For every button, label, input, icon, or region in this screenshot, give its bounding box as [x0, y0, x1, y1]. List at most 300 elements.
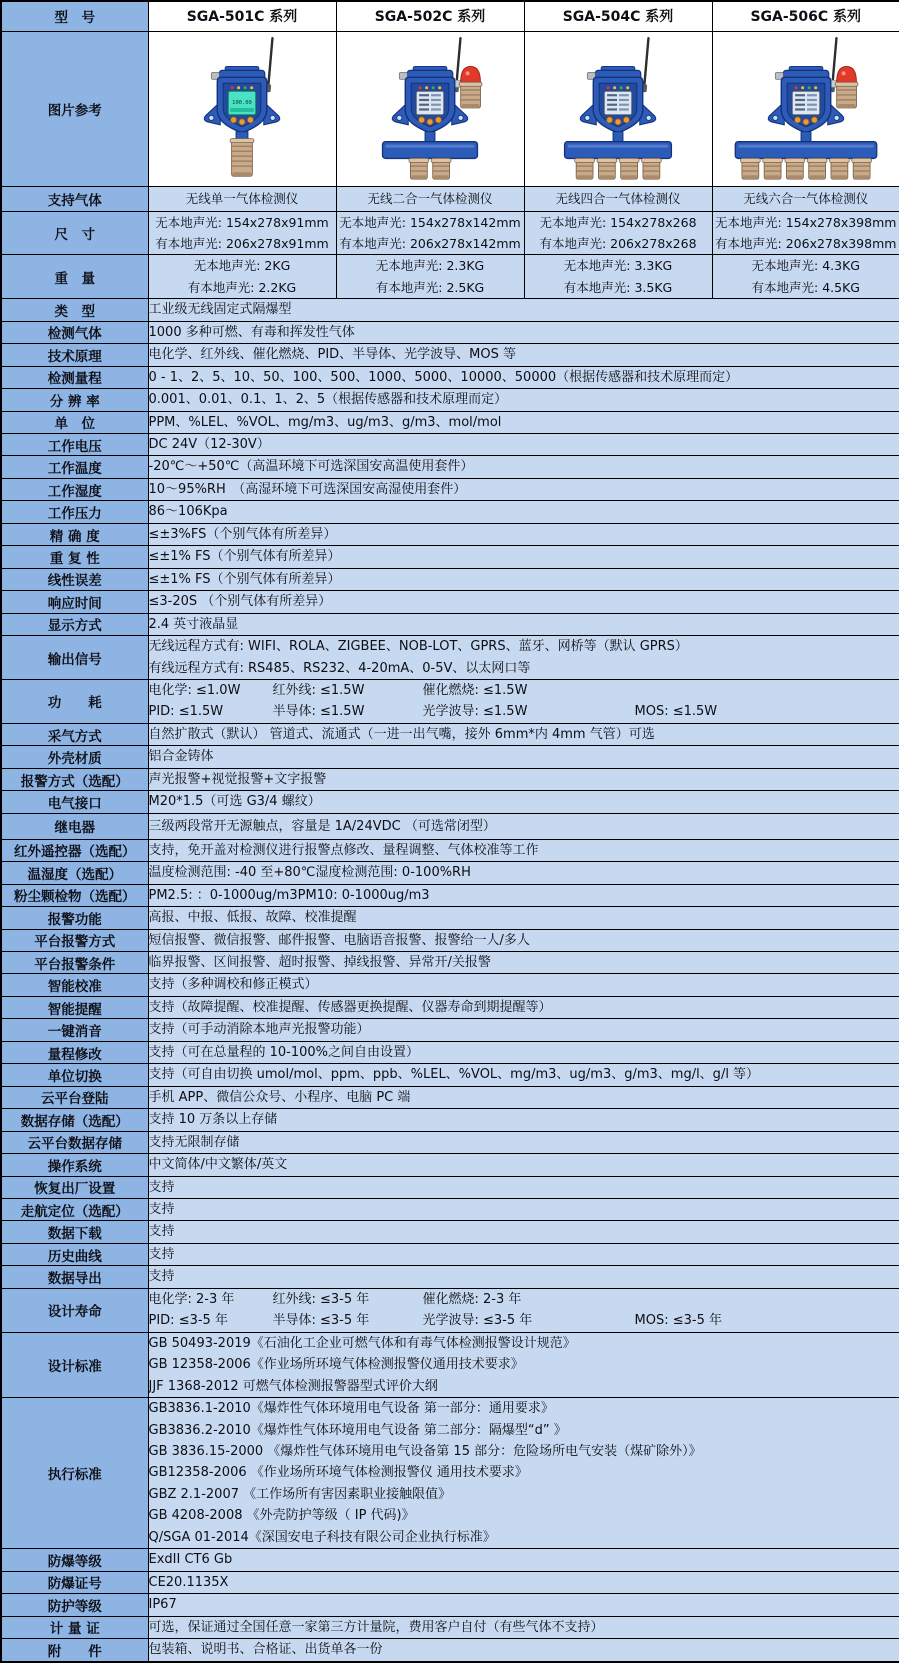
value-segment: 三级两段常开无源触点，容量是 1A/24VDC （可选常闭型） — [149, 816, 496, 837]
value-line: 无本地声光: 2KG — [149, 255, 336, 276]
spec-row — [1, 1176, 899, 1198]
row-label: 响应时间 — [1, 591, 148, 613]
spec-row — [1, 546, 899, 568]
row-label: 输出信号 — [1, 636, 148, 680]
value-line — [149, 1064, 899, 1085]
spec-value-cell — [148, 546, 899, 568]
value-line: 无本地声光: 3.3KG — [525, 255, 712, 276]
value-segment: 支持无限制存储 — [149, 1132, 273, 1153]
value-segment: GBZ 2.1-2007 《工作场所有害因素职业接触限值》 — [149, 1484, 452, 1505]
value-line — [149, 1154, 899, 1175]
value-line — [149, 680, 899, 701]
value-line — [149, 1266, 899, 1287]
value-line — [149, 1527, 899, 1548]
row-label: 单位切换 — [1, 1064, 148, 1086]
value-line — [149, 724, 899, 745]
value-segment: ≤±1% FS（个别气体有所差异） — [149, 546, 341, 567]
value-segment: 中文简体/中文繁体/英文 — [149, 1154, 288, 1175]
value-segment: 短信报警、微信报警、邮件报警、电脑语音报警、报警给一人/多人 — [149, 930, 530, 951]
spec-value-cell — [148, 1154, 899, 1176]
spec-value-cell — [148, 299, 899, 321]
row-label: 温湿度（选配） — [1, 862, 148, 884]
row-label: 一键消音 — [1, 1019, 148, 1041]
value-segment: GB 50493-2019《石油化工企业可燃气体和有毒气体检测报警设计规范》 — [149, 1333, 576, 1354]
row-label: 智能提醒 — [1, 996, 148, 1018]
row-label: 工作湿度 — [1, 478, 148, 500]
row-label: 恢复出厂设置 — [1, 1176, 148, 1198]
spec-value-cell — [148, 1332, 899, 1397]
row-label: 继电器 — [1, 813, 148, 839]
row-label: 检测量程 — [1, 366, 148, 388]
spec-row — [1, 1154, 899, 1176]
spec-row — [1, 1019, 899, 1041]
value-line — [149, 1132, 899, 1153]
spec-value-cell — [148, 591, 899, 613]
row-label: 平台报警条件 — [1, 952, 148, 974]
spec-value-cell — [148, 1064, 899, 1086]
value-segment: 支持（多种调校和修正模式） — [149, 974, 318, 995]
spec-value-cell — [148, 862, 899, 884]
value-segment: ExdII CT6 Gb — [149, 1549, 273, 1570]
spec-row — [1, 501, 899, 523]
value-line — [149, 791, 899, 812]
spec-value-cell — [148, 1198, 899, 1220]
value-segment: GB 4208-2008 《外壳防护等级（ IP 代码)》 — [149, 1505, 415, 1526]
spec-value-cell — [148, 1398, 899, 1549]
value-line — [149, 907, 899, 928]
row-label: 防爆等级 — [1, 1549, 148, 1571]
value-line — [149, 434, 899, 455]
spec-value-cell — [148, 723, 899, 745]
value-line — [149, 952, 899, 973]
spec-row — [1, 366, 899, 388]
value-segment: 支持 — [149, 1244, 273, 1265]
value-segment: 手机 APP、微信公众号、小程序、电脑 PC 端 — [149, 1087, 411, 1108]
value-segment: ≤3-20S （个别气体有所差异） — [149, 591, 332, 612]
spec-value-cell — [148, 1571, 899, 1593]
value-line — [149, 1398, 899, 1419]
value-segment: 支持（故障提醒、校准提醒、传感器更换提醒、仪器寿命到期提醒等） — [149, 997, 552, 1018]
value-segment: 1000 多种可燃、有毒和挥发性气体 — [149, 322, 355, 343]
value-segment: 电化学、红外线、催化燃烧、PID、半导体、光学波导、MOS 等 — [149, 344, 517, 365]
model-value-cell — [524, 255, 712, 299]
model-value-cell — [148, 186, 336, 211]
spec-value-cell — [148, 768, 899, 790]
value-line — [149, 389, 899, 410]
value-segment: 电化学: ≤1.0W — [149, 680, 273, 701]
model-header: SGA-501C 系列 — [148, 1, 336, 31]
value-line — [149, 1244, 899, 1265]
row-label: 平台报警方式 — [1, 929, 148, 951]
value-segment: 86～106Kpa — [149, 501, 273, 522]
value-line — [149, 1594, 899, 1615]
model-value-cell — [712, 255, 899, 299]
row-label: 防爆证号 — [1, 1571, 148, 1593]
spec-value-cell — [148, 1086, 899, 1108]
spec-value-cell — [148, 1221, 899, 1243]
spec-row — [1, 1288, 899, 1332]
value-segment: 铝合金铸体 — [149, 746, 273, 767]
value-segment: 光学波导: ≤3-5 年 — [423, 1310, 635, 1331]
value-segment: PPM、%LEL、%VOL、mg/m3、ug/m3、g/m3、mol/mol — [149, 412, 502, 433]
value-segment: 催化燃烧: 2-3 年 — [423, 1289, 635, 1310]
spec-row — [1, 1243, 899, 1265]
value-segment: 0 - 1、2、5、10、50、100、500、1000、5000、10000、50000（根据传感器和技术原理而定） — [149, 367, 739, 388]
device-image-sga-502c — [336, 31, 524, 186]
header-row — [1, 1, 899, 31]
row-label: 设计寿命 — [1, 1288, 148, 1332]
spec-row — [1, 299, 899, 321]
value-segment: M20*1.5（可选 G3/4 螺纹） — [149, 791, 321, 812]
value-line — [149, 524, 899, 545]
value-segment: 支持 10 万条以上存储 — [149, 1109, 278, 1130]
row-label: 支持气体 — [1, 186, 148, 211]
spec-row — [1, 1086, 899, 1108]
spec-value-cell — [148, 907, 899, 929]
model-header: SGA-502C 系列 — [336, 1, 524, 31]
spec-value-cell — [148, 636, 899, 680]
value-line: 有本地声光: 206x278x91mm — [149, 233, 336, 254]
spec-value-cell — [148, 523, 899, 545]
spec-row — [1, 1639, 899, 1662]
spec-value-cell — [148, 344, 899, 366]
value-line: 无线四合一气体检测仪 — [525, 188, 712, 209]
value-line — [149, 299, 899, 320]
value-segment: 无线远程方式有: WIFI、ROLA、ZIGBEE、NOB-LOT、GPRS、蓝牙、网桥等（默认 GPRS） — [149, 636, 688, 657]
value-segment: PM2.5: ：0-1000ug/m3 — [149, 885, 298, 906]
value-line — [149, 1333, 899, 1354]
spec-value-cell — [148, 1639, 899, 1662]
value-segment: GB12358-2006 《作业场所环境气体检测报警仪 通用技术要求》 — [149, 1462, 528, 1483]
value-line: 有本地声光: 2.5KG — [337, 277, 524, 298]
spec-row — [1, 907, 899, 929]
spec-value-cell — [148, 1266, 899, 1288]
spec-row — [1, 613, 899, 635]
value-line — [149, 569, 899, 590]
value-line — [149, 997, 899, 1018]
model-value-cell — [712, 211, 899, 255]
device-image-sga-501c — [148, 31, 336, 186]
spec-row — [1, 791, 899, 813]
value-line — [149, 456, 899, 477]
spec-row — [1, 434, 899, 456]
value-line: 无线六合一气体检测仪 — [713, 188, 899, 209]
spec-value-cell — [148, 791, 899, 813]
spec-row — [1, 974, 899, 996]
spec-value-cell — [148, 1019, 899, 1041]
spec-row — [1, 1198, 899, 1220]
row-label: 附 件 — [1, 1639, 148, 1662]
value-line — [149, 1549, 899, 1570]
row-label: 工作温度 — [1, 456, 148, 478]
value-line: 有本地声光: 206x278x398mm — [713, 233, 899, 254]
spec-row — [1, 344, 899, 366]
spec-value-cell — [148, 1176, 899, 1198]
value-segment: 电化学: 2-3 年 — [149, 1289, 273, 1310]
value-line — [149, 344, 899, 365]
spec-value-cell — [148, 813, 899, 839]
value-segment: 半导体: ≤3-5 年 — [273, 1310, 423, 1331]
model-value-cell — [148, 211, 336, 255]
value-segment: 催化燃烧: ≤1.5W — [423, 680, 635, 701]
model-header: SGA-506C 系列 — [712, 1, 899, 31]
spec-row — [1, 1398, 899, 1549]
value-line: 无本地声光: 2.3KG — [337, 255, 524, 276]
value-segment: CE20.1135X — [149, 1572, 273, 1593]
row-label: 重 复 性 — [1, 546, 148, 568]
value-line — [149, 614, 899, 635]
spec-value-cell — [148, 389, 899, 411]
row-label: 检测气体 — [1, 321, 148, 343]
spec-row — [1, 813, 899, 839]
row-label: 防护等级 — [1, 1594, 148, 1616]
spec-value-cell — [148, 974, 899, 996]
spec-value-cell — [148, 456, 899, 478]
row-label: 云平台登陆 — [1, 1086, 148, 1108]
spec-value-cell — [148, 1288, 899, 1332]
value-segment: 温度检测范围: -40 至+80℃ — [149, 862, 316, 883]
value-segment: 支持 — [149, 1199, 273, 1220]
value-line — [149, 479, 899, 500]
value-segment: 支持（可手动消除本地声光报警功能） — [149, 1019, 370, 1040]
value-line — [149, 1420, 899, 1441]
spec-row — [1, 591, 899, 613]
value-line — [149, 636, 899, 657]
value-line — [149, 769, 899, 790]
spec-row — [1, 746, 899, 768]
value-segment: PID: ≤3-5 年 — [149, 1310, 273, 1331]
value-segment: 高报、中报、低报、故障、校准提醒 — [149, 907, 357, 928]
row-label: 采气方式 — [1, 723, 148, 745]
row-label: 功 耗 — [1, 680, 148, 724]
spec-value-cell — [148, 1041, 899, 1063]
value-line — [149, 862, 899, 883]
value-segment: GB3836.2-2010《爆炸性气体环境用电气设备 第二部分：隔爆型“d” 》 — [149, 1420, 567, 1441]
spec-value-cell — [148, 746, 899, 768]
spec-row — [1, 568, 899, 590]
value-line — [149, 840, 899, 861]
value-segment: 工业级无线固定式隔爆型 — [149, 299, 292, 320]
spec-value-cell — [148, 884, 899, 906]
value-line — [149, 1199, 899, 1220]
spec-row — [1, 1221, 899, 1243]
value-line — [149, 746, 899, 767]
value-segment: PID: ≤1.5W — [149, 701, 273, 722]
value-line — [149, 1042, 899, 1063]
value-line — [149, 1221, 899, 1242]
spec-value-cell — [148, 1243, 899, 1265]
row-label: 型 号 — [1, 1, 148, 31]
spec-value-cell — [148, 1616, 899, 1638]
model-value-cell — [148, 255, 336, 299]
row-label: 量程修改 — [1, 1041, 148, 1063]
row-label: 尺 寸 — [1, 211, 148, 255]
value-line — [149, 1087, 899, 1108]
value-line — [149, 501, 899, 522]
value-segment: GB3836.1-2010《爆炸性气体环境用电气设备 第一部分：通用要求》 — [149, 1398, 554, 1419]
spec-row — [1, 321, 899, 343]
row-label: 精 确 度 — [1, 523, 148, 545]
spec-row — [1, 1571, 899, 1593]
spec-row — [1, 884, 899, 906]
image-row — [1, 31, 899, 186]
value-segment: 自然扩散式（默认） 管道式、流通式（一进一出气嘴，接外 6mm*内 4mm 气管）可选 — [149, 724, 655, 745]
value-segment: 10～95%RH （高湿环境下可选深国安高湿使用套件） — [149, 479, 467, 500]
spec-value-cell — [148, 501, 899, 523]
row-label: 数据存储（选配） — [1, 1109, 148, 1131]
value-segment: 声光报警+视觉报警+文字报警 — [149, 769, 327, 790]
row-label: 线性误差 — [1, 568, 148, 590]
spec-value-cell — [148, 1131, 899, 1153]
value-line — [149, 367, 899, 388]
value-line: 无线二合一气体检测仪 — [337, 188, 524, 209]
spec-row — [1, 478, 899, 500]
model-row — [1, 255, 899, 299]
spec-row — [1, 723, 899, 745]
value-segment: 2.4 英寸液晶显 — [149, 614, 273, 635]
value-line — [149, 1441, 899, 1462]
value-line: 有本地声光: 2.2KG — [149, 277, 336, 298]
row-label: 智能校准 — [1, 974, 148, 996]
value-segment: JJF 1368-2012 可燃气体检测报警器型式评价大纲 — [149, 1376, 438, 1397]
value-line — [149, 701, 899, 722]
model-value-cell — [524, 186, 712, 211]
value-line — [149, 974, 899, 995]
row-label: 报警方式（选配） — [1, 768, 148, 790]
row-label: 数据导出 — [1, 1266, 148, 1288]
value-line — [149, 412, 899, 433]
model-value-cell — [336, 255, 524, 299]
value-segment: 支持 — [149, 1177, 273, 1198]
value-segment: 可选，保证通过全国任意一家第三方计量院，费用客户自付（有些气体不支持） — [149, 1617, 604, 1638]
spec-row — [1, 1594, 899, 1616]
row-label: 执行标准 — [1, 1398, 148, 1549]
value-line: 无本地声光: 154x278x142mm — [337, 212, 524, 233]
value-segment: 红外线: ≤1.5W — [273, 680, 423, 701]
row-label: 外壳材质 — [1, 746, 148, 768]
value-segment: MOS: ≤1.5W — [635, 701, 718, 722]
spec-value-cell — [148, 321, 899, 343]
row-label: 数据下载 — [1, 1221, 148, 1243]
spec-row — [1, 1332, 899, 1397]
value-segment: -20℃～+50℃（高温环境下可选深国安高温使用套件） — [149, 456, 474, 477]
value-line — [149, 1617, 899, 1638]
value-line: 无本地声光: 154x278x91mm — [149, 212, 336, 233]
value-line: 无本地声光: 4.3KG — [713, 255, 899, 276]
spec-value-cell — [148, 613, 899, 635]
model-header: SGA-504C 系列 — [524, 1, 712, 31]
value-segment: 有线远程方式有: RS485、RS232、4-20mA、0-5V、以太网口等 — [149, 658, 531, 679]
value-line — [149, 1505, 899, 1526]
value-line — [149, 1572, 899, 1593]
value-segment: 包装箱、说明书、合格证、出货单各一份 — [149, 1639, 383, 1660]
row-label: 粉尘颗检物（选配） — [1, 884, 148, 906]
value-segment: Q/SGA 01-2014《深国安电子科技有限公司企业执行标准》 — [149, 1527, 496, 1548]
spec-row — [1, 680, 899, 724]
row-label: 红外遥控器（选配） — [1, 839, 148, 861]
row-label: 重 量 — [1, 255, 148, 299]
value-line — [149, 885, 899, 906]
value-segment: 临界报警、区间报警、超时报警、掉线报警、异常开/关报警 — [149, 952, 491, 973]
spec-row — [1, 839, 899, 861]
value-segment: ≤±1% FS（个别气体有所差异） — [149, 569, 341, 590]
spec-row — [1, 1041, 899, 1063]
row-label: 单 位 — [1, 411, 148, 433]
value-line — [149, 1376, 899, 1397]
spec-value-cell — [148, 478, 899, 500]
spec-value-cell — [148, 1109, 899, 1131]
spec-value-cell — [148, 411, 899, 433]
spec-value-cell — [148, 839, 899, 861]
value-line — [149, 1484, 899, 1505]
spec-row — [1, 456, 899, 478]
value-line — [149, 930, 899, 951]
value-line: 无本地声光: 154x278x398mm — [713, 212, 899, 233]
value-line — [149, 1177, 899, 1198]
value-line — [149, 1354, 899, 1375]
spec-row — [1, 996, 899, 1018]
value-line: 有本地声光: 3.5KG — [525, 277, 712, 298]
value-line — [149, 322, 899, 343]
spec-row — [1, 929, 899, 951]
row-label: 走航定位（选配） — [1, 1198, 148, 1220]
value-segment: ≤±3%FS（个别气体有所差异） — [149, 524, 337, 545]
spec-row — [1, 1549, 899, 1571]
spec-row — [1, 1064, 899, 1086]
spec-row — [1, 768, 899, 790]
spec-value-cell — [148, 996, 899, 1018]
spec-value-cell — [148, 1594, 899, 1616]
spec-row — [1, 1266, 899, 1288]
model-value-cell — [712, 186, 899, 211]
spec-value-cell — [148, 434, 899, 456]
row-label: 电气接口 — [1, 791, 148, 813]
spec-row — [1, 411, 899, 433]
spec-row — [1, 636, 899, 680]
device-image-sga-504c — [524, 31, 712, 186]
value-segment: DC 24V（12-30V） — [149, 434, 273, 455]
value-segment: GB 3836.15-2000 《爆炸性气体环境用电气设备第 15 部分：危险场所电气安装（煤矿除外）》 — [149, 1441, 702, 1462]
value-segment: MOS: ≤3-5 年 — [635, 1310, 722, 1331]
spec-row — [1, 523, 899, 545]
row-label: 历史曲线 — [1, 1243, 148, 1265]
value-line — [149, 1109, 899, 1130]
value-line: 有本地声光: 4.5KG — [713, 277, 899, 298]
value-segment: IP67 — [149, 1594, 273, 1615]
value-line — [149, 1462, 899, 1483]
spec-row — [1, 389, 899, 411]
row-label: 显示方式 — [1, 613, 148, 635]
spec-row — [1, 1616, 899, 1638]
value-line — [149, 1289, 899, 1310]
model-value-cell — [524, 211, 712, 255]
value-segment: 光学波导: ≤1.5W — [423, 701, 635, 722]
spec-value-cell — [148, 1549, 899, 1571]
spec-value-cell — [148, 568, 899, 590]
value-segment: GB 12358-2006《作业场所环境气体检测报警仪通用技术要求》 — [149, 1354, 524, 1375]
spec-row — [1, 1109, 899, 1131]
value-line: 有本地声光: 206x278x268 — [525, 233, 712, 254]
row-label: 操作系统 — [1, 1154, 148, 1176]
row-label: 工作压力 — [1, 501, 148, 523]
value-line — [149, 546, 899, 567]
value-line: 无本地声光: 154x278x268 — [525, 212, 712, 233]
spec-row — [1, 1131, 899, 1153]
value-line — [149, 1310, 899, 1331]
row-label: 技术原理 — [1, 344, 148, 366]
value-line — [149, 1019, 899, 1040]
spec-value-cell — [148, 952, 899, 974]
